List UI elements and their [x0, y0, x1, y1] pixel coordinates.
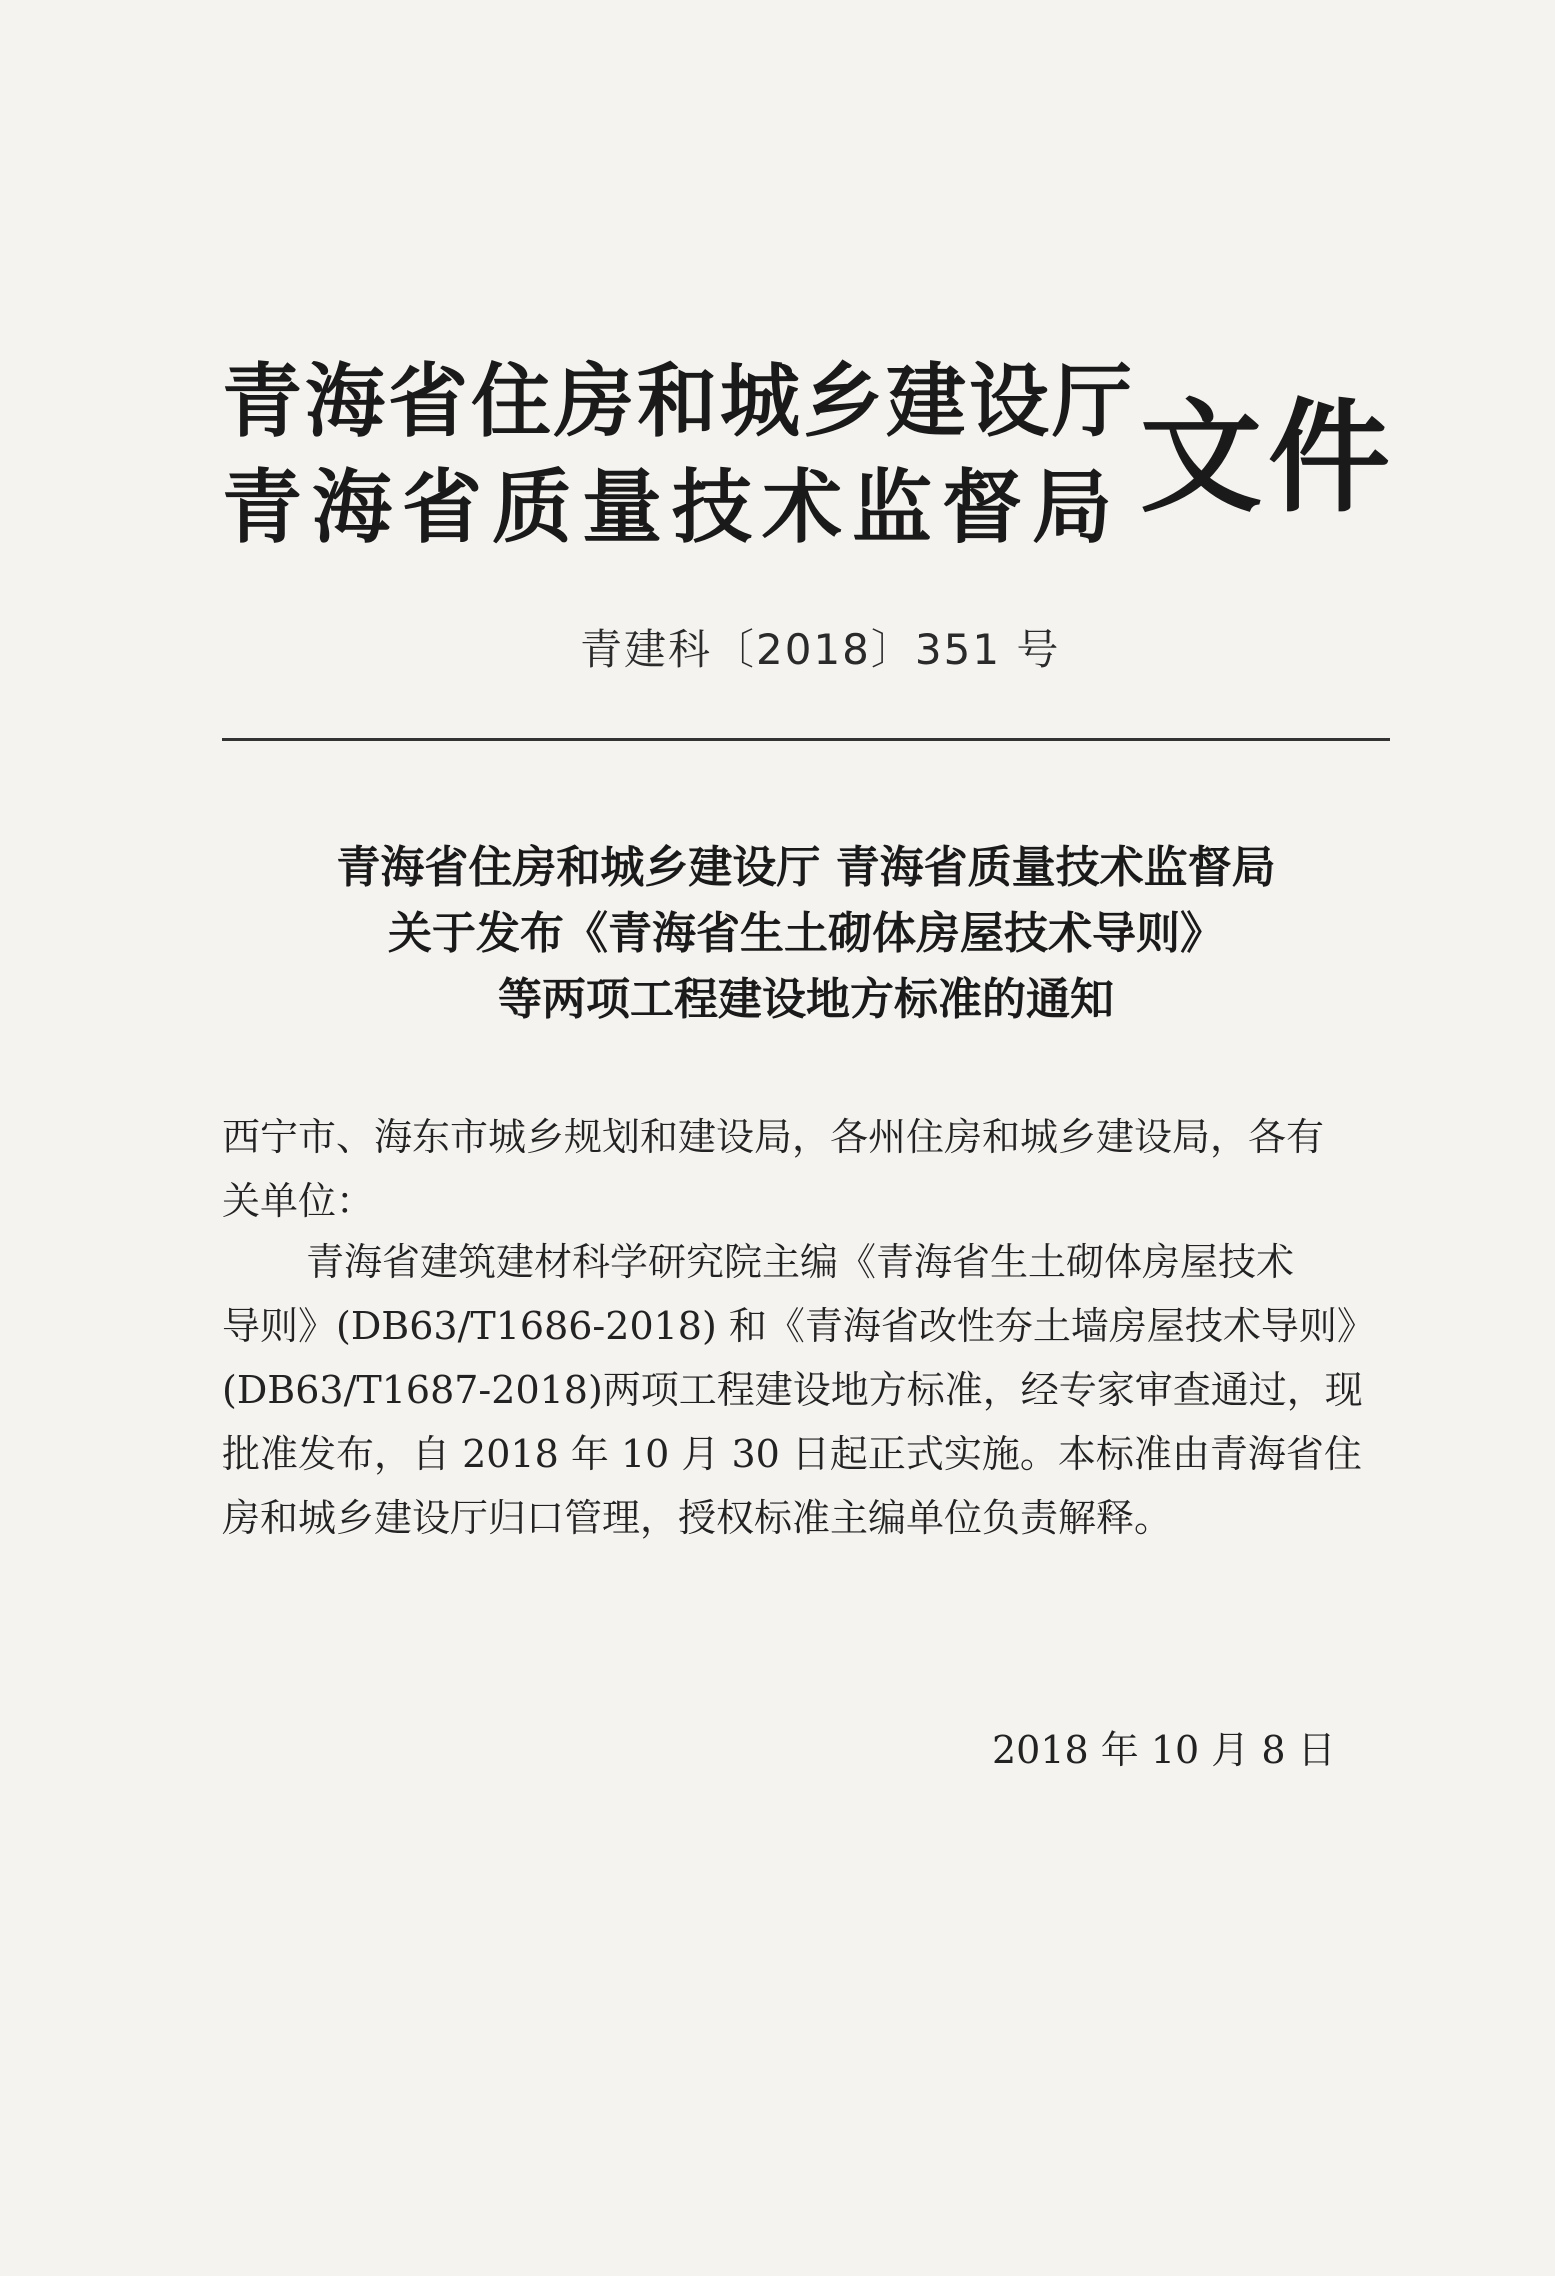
issuer-housing-department: 青海省住房和城乡建设厅	[222, 355, 1135, 448]
addressee	[222, 1105, 1392, 1233]
file-heading: 文件	[1140, 387, 1396, 529]
issuer-quality-bureau: 青海省质量技术监督局	[222, 461, 1122, 554]
addressee-line-2: 关单位：	[222, 1179, 375, 1223]
notice-title	[222, 835, 1390, 1033]
body-line-2: 导则》(DB63/T1686-2018) 和《青海省改性夯土墙房屋技术导则》	[222, 1304, 1375, 1348]
body-line-4: 批准发布，自 2018 年 10 月 30 日起正式实施。本标准由青海省住	[222, 1432, 1362, 1476]
title-line-1: 青海省住房和城乡建设厅 青海省质量技术监督局	[336, 842, 1276, 893]
body-line-1: 青海省建筑建材科学研究院主编《青海省生土砌体房屋技术	[306, 1240, 1295, 1284]
document-number: 青建科〔2018〕351 号	[580, 625, 1061, 674]
addressee-line-1: 西宁市、海东市城乡规划和建设局，各州住房和城乡建设局，各有	[222, 1115, 1325, 1159]
body-paragraph	[222, 1230, 1392, 1550]
issue-date: 2018 年 10 月 8 日	[992, 1728, 1336, 1772]
body-line-5: 房和城乡建设厅归口管理，授权标准主编单位负责解释。	[222, 1496, 1173, 1540]
separator-rule	[222, 738, 1390, 741]
body-line-3: (DB63/T1687-2018)两项工程建设地方标准，经专家审查通过，现	[222, 1368, 1363, 1412]
issuing-authorities	[222, 354, 1142, 564]
title-line-3: 等两项工程建设地方标准的通知	[498, 974, 1114, 1025]
title-line-2: 关于发布《青海省生土砌体房屋技术导则》	[388, 908, 1224, 959]
